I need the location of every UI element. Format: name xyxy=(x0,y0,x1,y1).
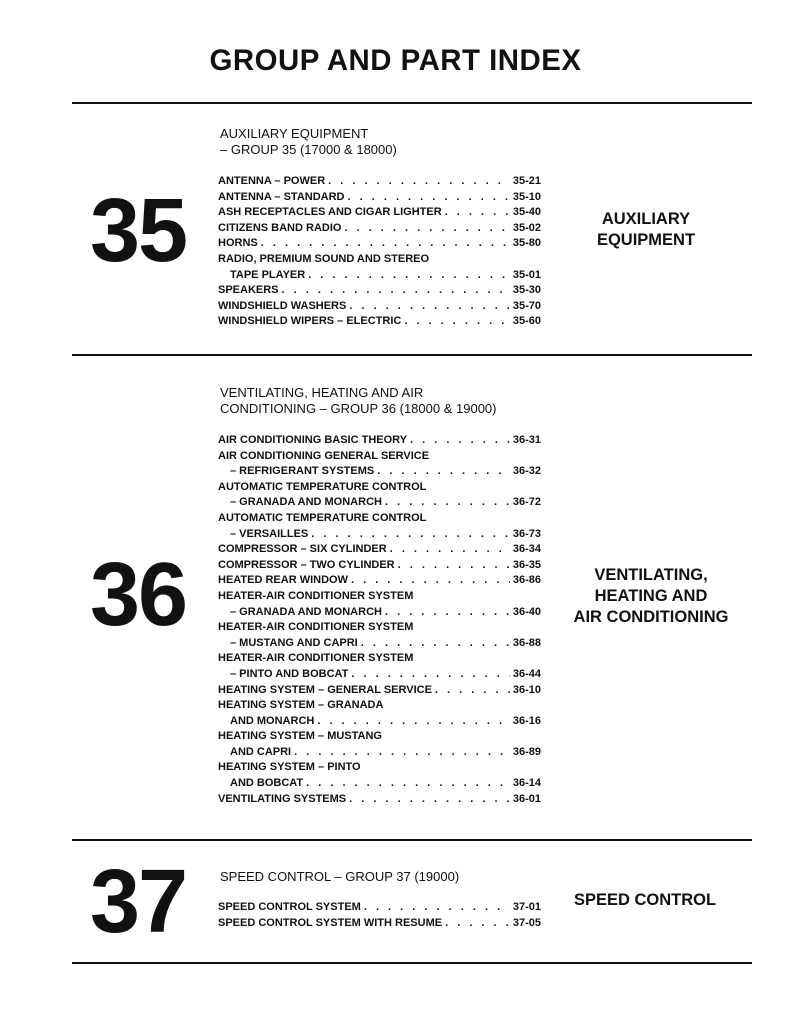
index-entry xyxy=(218,314,541,330)
index-entry xyxy=(218,651,541,667)
index-entry xyxy=(218,299,541,315)
index-entry-page: 36-34 xyxy=(512,543,541,556)
dot-leader xyxy=(385,605,510,621)
dot-leader xyxy=(349,299,510,315)
index-entry-page: 36-73 xyxy=(512,527,541,540)
dot-leader xyxy=(445,205,510,221)
dot-leader xyxy=(308,268,510,284)
index-entry-page: 36-10 xyxy=(512,683,541,696)
index-entry-title: HEATER-AIR CONDITIONER SYSTEM xyxy=(218,652,414,665)
index-entry-title: – PINTO AND BOBCAT xyxy=(230,667,349,680)
index-entry xyxy=(218,205,541,221)
group-heading-line: SPEED CONTROL – GROUP 37 (19000) xyxy=(220,869,460,884)
index-entry xyxy=(218,636,541,652)
index-entry xyxy=(218,190,541,206)
index-entry-page: 35-60 xyxy=(512,315,541,328)
side-label-line: SPEED CONTROL xyxy=(573,891,717,909)
index-entry-page: 35-21 xyxy=(512,175,541,187)
dot-leader xyxy=(349,792,510,808)
dot-leader xyxy=(351,573,510,589)
index-entry xyxy=(218,683,541,699)
index-entry-title: HEATING SYSTEM – GRANADA xyxy=(218,699,384,712)
group-number-35: 35 xyxy=(90,181,187,281)
dot-leader xyxy=(282,283,510,299)
dot-leader xyxy=(377,464,510,480)
index-entry-title: HEATING SYSTEM – GENERAL SERVICE xyxy=(218,683,432,696)
group-heading-line: CONDITIONING – GROUP 36 (18000 & 19000) xyxy=(220,401,497,416)
index-entry-title: AND BOBCAT xyxy=(230,777,304,790)
index-entry xyxy=(218,268,541,284)
dot-leader xyxy=(317,714,510,730)
index-entry-page: 35-70 xyxy=(512,299,541,312)
page-title: GROUP AND PART INDEX xyxy=(209,44,582,77)
index-entry-title: ANTENNA – STANDARD xyxy=(218,190,345,203)
index-entry xyxy=(218,236,541,252)
index-entry xyxy=(218,174,541,190)
index-entry-title: – VERSAILLES xyxy=(230,527,309,540)
divider-36-37 xyxy=(72,839,752,841)
index-entry-page: 35-30 xyxy=(512,284,541,297)
dot-leader xyxy=(404,314,510,330)
index-entry-page: 37-05 xyxy=(512,916,541,929)
index-entry xyxy=(218,527,541,543)
side-label-line: HEATING AND xyxy=(594,587,708,605)
index-entry xyxy=(218,480,541,496)
side-label-line: AIR CONDITIONING xyxy=(573,608,729,626)
index-entry-title: COMPRESSOR – TWO CYLINDER xyxy=(218,558,395,571)
index-entry-title: AUTOMATIC TEMPERATURE CONTROL xyxy=(218,511,427,524)
dot-leader xyxy=(328,174,510,190)
entry-list-35 xyxy=(218,174,541,330)
index-entry xyxy=(218,589,541,605)
dot-leader xyxy=(410,433,510,449)
index-entry xyxy=(218,511,541,527)
index-entry xyxy=(218,449,541,465)
index-entry xyxy=(218,620,541,636)
index-entry-page: 35-40 xyxy=(512,206,541,219)
index-entry-page: 36-01 xyxy=(512,792,541,805)
dot-leader xyxy=(398,558,510,574)
dot-leader xyxy=(445,916,510,932)
index-entry-title: VENTILATING SYSTEMS xyxy=(218,792,347,805)
index-entry xyxy=(218,760,541,776)
index-entry-page: 36-32 xyxy=(512,465,541,478)
index-entry-title: HEATING SYSTEM – PINTO xyxy=(218,761,361,774)
index-entry-title: AUTOMATIC TEMPERATURE CONTROL xyxy=(218,480,427,493)
group-heading-37 xyxy=(220,869,560,885)
group-heading-line: – GROUP 35 (17000 & 18000) xyxy=(220,142,397,157)
index-entry-title: – GRANADA AND MONARCH xyxy=(230,496,382,509)
index-entry xyxy=(218,252,541,268)
index-entry xyxy=(218,283,541,299)
index-entry-title: AND CAPRI xyxy=(230,745,292,758)
dot-leader xyxy=(385,495,510,511)
index-entry-title: HORNS xyxy=(218,237,258,250)
entry-list-37 xyxy=(218,900,541,931)
index-entry-page: 36-89 xyxy=(512,745,541,758)
side-label-36 xyxy=(551,565,751,628)
index-entry-title: TAPE PLAYER xyxy=(230,268,306,281)
index-entry xyxy=(218,221,541,237)
index-entry-title: HEATED REAR WINDOW xyxy=(218,574,348,587)
index-entry-title: SPEED CONTROL SYSTEM xyxy=(218,901,361,913)
dot-leader xyxy=(361,636,510,652)
index-entry xyxy=(218,729,541,745)
index-entry-title: HEATER-AIR CONDITIONER SYSTEM xyxy=(218,589,414,602)
side-label-line: VENTILATING, xyxy=(594,566,708,584)
dot-leader xyxy=(364,900,510,916)
index-entry xyxy=(218,433,541,449)
index-entry-page: 36-72 xyxy=(512,496,541,509)
index-entry-title: AIR CONDITIONING GENERAL SERVICE xyxy=(218,449,430,462)
index-entry xyxy=(218,573,541,589)
index-entry-title: COMPRESSOR – SIX CYLINDER xyxy=(218,543,387,556)
group-heading-35 xyxy=(220,126,560,158)
group-number-37: 37 xyxy=(90,852,187,952)
index-entry xyxy=(218,916,541,932)
index-entry xyxy=(218,792,541,808)
index-entry xyxy=(218,714,541,730)
dot-leader xyxy=(294,745,510,761)
divider-bottom xyxy=(72,962,752,964)
dot-leader xyxy=(261,236,510,252)
dot-leader xyxy=(344,221,509,237)
index-entry-title: SPEED CONTROL SYSTEM WITH RESUME xyxy=(218,916,443,929)
divider-top xyxy=(72,102,752,104)
index-entry xyxy=(218,464,541,480)
index-entry xyxy=(218,558,541,574)
index-entry-title: – MUSTANG AND CAPRI xyxy=(230,636,358,649)
index-entry-title: AIR CONDITIONING BASIC THEORY xyxy=(218,434,408,446)
index-entry-title: SPEAKERS xyxy=(218,284,279,297)
index-entry-title: WINDSHIELD WIPERS – ELECTRIC xyxy=(218,315,402,328)
index-entry-page: 36-88 xyxy=(512,636,541,649)
side-label-line: AUXILIARY xyxy=(601,210,691,228)
index-entry-title: HEATER-AIR CONDITIONER SYSTEM xyxy=(218,621,414,634)
group-heading-line: VENTILATING, HEATING AND AIR xyxy=(220,385,424,400)
index-entry-page: 37-01 xyxy=(512,901,541,913)
index-entry-title: CITIZENS BAND RADIO xyxy=(218,221,342,234)
index-entry xyxy=(218,698,541,714)
side-label-35 xyxy=(576,209,716,251)
dot-leader xyxy=(390,542,510,558)
dot-leader xyxy=(351,667,510,683)
index-entry xyxy=(218,667,541,683)
index-entry-title: – GRANADA AND MONARCH xyxy=(230,605,382,618)
side-label-37 xyxy=(560,890,730,911)
index-entry xyxy=(218,900,541,916)
index-entry-title: WINDSHIELD WASHERS xyxy=(218,299,347,312)
divider-35-36 xyxy=(72,354,752,356)
index-entry xyxy=(218,542,541,558)
dot-leader xyxy=(311,527,510,543)
group-number-36: 36 xyxy=(90,545,187,645)
index-entry-page: 36-35 xyxy=(512,558,541,571)
index-entry-page: 36-86 xyxy=(512,574,541,587)
index-entry-title: – REFRIGERANT SYSTEMS xyxy=(230,465,375,478)
group-heading-line: AUXILIARY EQUIPMENT xyxy=(220,126,369,141)
group-heading-36 xyxy=(220,385,560,417)
index-entry-page: 36-16 xyxy=(512,714,541,727)
index-entry-title: RADIO, PREMIUM SOUND AND STEREO xyxy=(218,252,430,265)
index-entry-title: HEATING SYSTEM – MUSTANG xyxy=(218,730,382,743)
index-entry-page: 35-80 xyxy=(512,237,541,250)
index-entry-page: 35-10 xyxy=(512,190,541,203)
index-entry-page: 36-14 xyxy=(512,777,541,790)
index-entry-page: 35-01 xyxy=(512,268,541,281)
index-entry xyxy=(218,776,541,792)
index-entry xyxy=(218,495,541,511)
entry-list-36 xyxy=(218,433,541,807)
index-entry xyxy=(218,745,541,761)
dot-leader xyxy=(435,683,510,699)
dot-leader xyxy=(348,190,510,206)
index-entry-page: 35-02 xyxy=(512,221,541,234)
index-entry-page: 36-44 xyxy=(512,667,541,680)
index-entry-title: ANTENNA – POWER xyxy=(218,175,326,187)
index-entry-title: ASH RECEPTACLES AND CIGAR LIGHTER xyxy=(218,206,442,219)
dot-leader xyxy=(306,776,510,792)
side-label-line: EQUIPMENT xyxy=(596,231,696,249)
index-entry xyxy=(218,605,541,621)
index-entry-page: 36-31 xyxy=(512,434,541,446)
index-entry-page: 36-40 xyxy=(512,605,541,618)
index-entry-title: AND MONARCH xyxy=(230,714,315,727)
